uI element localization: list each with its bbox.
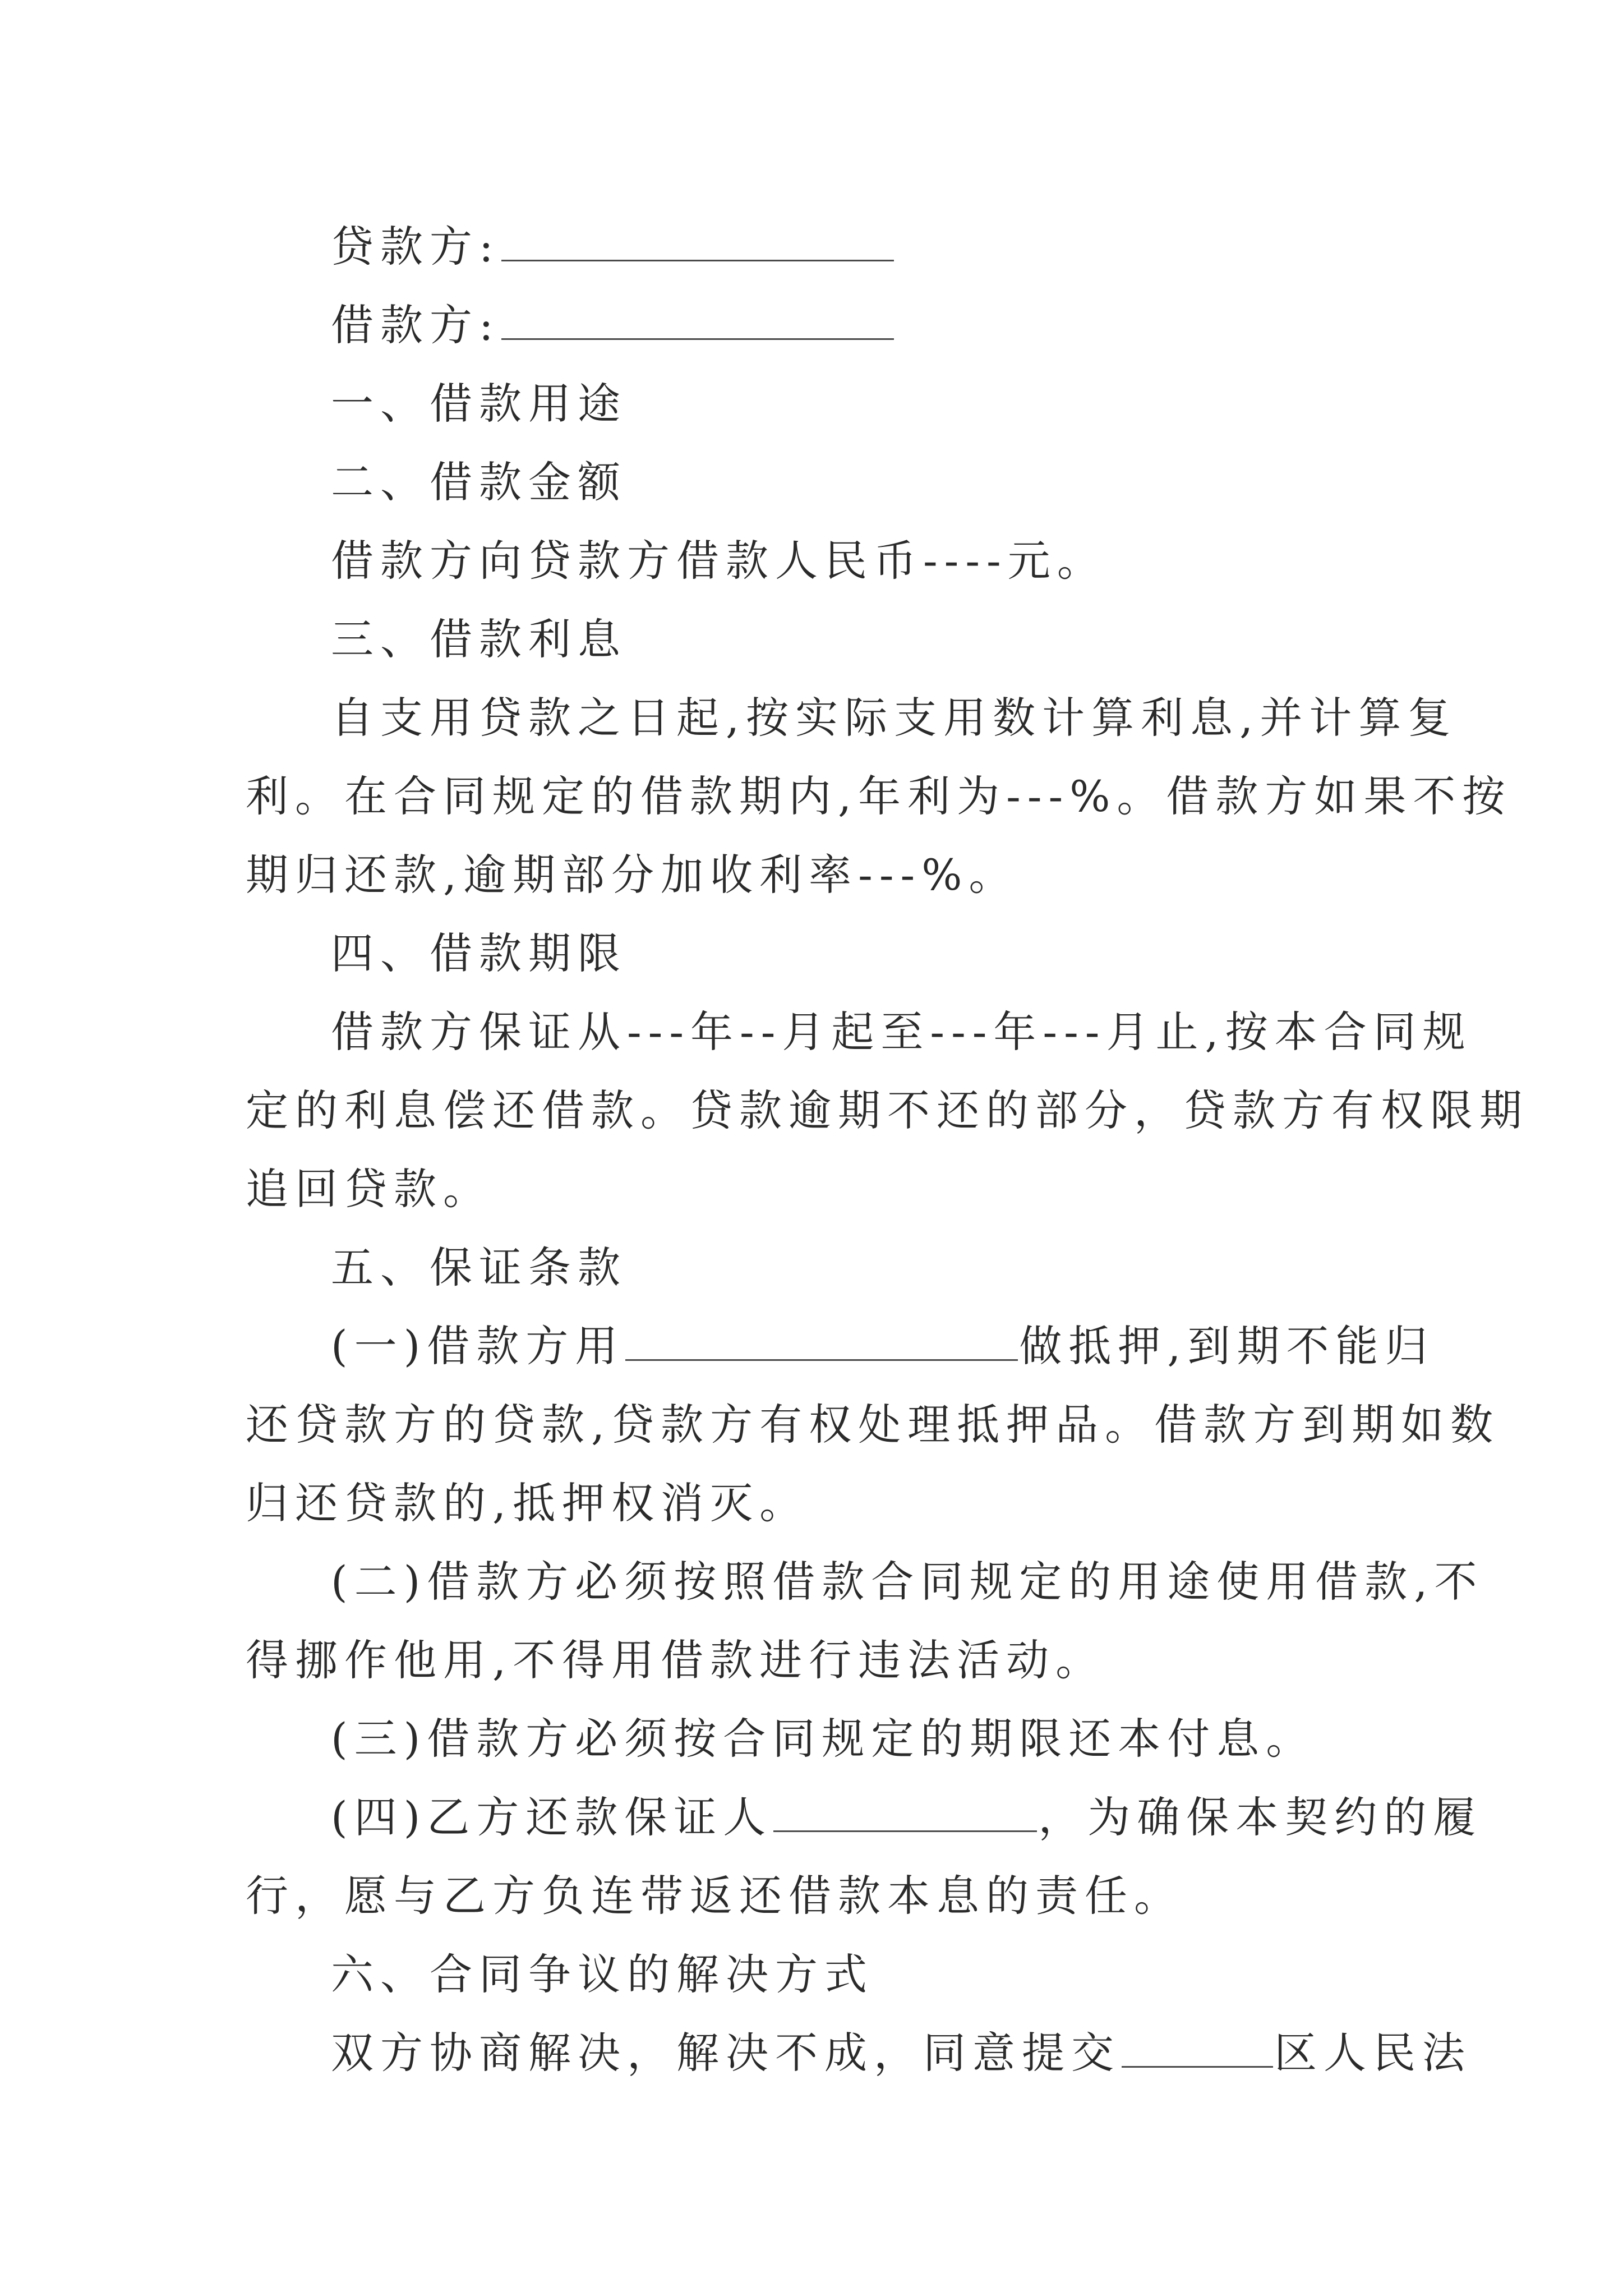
guarantor-blank bbox=[773, 1796, 1037, 1832]
document-body bbox=[246, 208, 1529, 2092]
paragraph-line: 定的利息偿还借款。贷款逾期不还的部分，贷款方有权限期 bbox=[246, 1085, 1529, 1135]
paragraph-line: 还贷款方的贷款,贷款方有权处理抵押品。借款方到期如数 bbox=[246, 1400, 1500, 1450]
collateral-blank bbox=[625, 1324, 1018, 1361]
paragraph-line: 借款方向贷款方借款人民币----元。 bbox=[331, 536, 1106, 586]
paragraph-line: 归还贷款的,抵押权消灭。 bbox=[246, 1478, 809, 1528]
paragraph-line: 得挪作他用,不得用借款进行违法活动。 bbox=[246, 1635, 1105, 1685]
borrower-blank bbox=[501, 303, 894, 340]
court-blank bbox=[1122, 2031, 1273, 2068]
borrower-line bbox=[246, 286, 1378, 365]
clause-4-post: ，为确保本契约的履 bbox=[1038, 1792, 1483, 1842]
lender-line bbox=[246, 208, 1378, 286]
dispute-pre: 双方协商解决，解决不成，同意提交 bbox=[331, 2028, 1121, 2078]
dispute-line bbox=[246, 2014, 1472, 2092]
section-heading-purpose: 一、借款用途 bbox=[331, 379, 627, 429]
paragraph-line: 利。在合同规定的借款期内,年利为---%。借款方如果不按 bbox=[246, 771, 1512, 821]
clause-2-line: (二)借款方必须按照借款合同规定的用途使用借款,不 bbox=[331, 1557, 1484, 1607]
paragraph-line: 行，愿与乙方负连带返还借款本息的责任。 bbox=[246, 1871, 1183, 1921]
clause-3-line: (三)借款方必须按合同规定的期限还本付息。 bbox=[331, 1714, 1316, 1764]
section-heading-term: 四、借款期限 bbox=[331, 928, 627, 978]
clause-4-pre: (四)乙方还款保证人 bbox=[331, 1792, 773, 1842]
lender-blank bbox=[501, 225, 894, 261]
clause-1-pre: (一)借款方用 bbox=[331, 1321, 625, 1371]
clause-1-line bbox=[246, 1307, 1435, 1386]
section-heading-interest: 三、借款利息 bbox=[331, 614, 627, 664]
clause-1-post: 做抵押,到期不能归 bbox=[1019, 1321, 1435, 1371]
borrower-label: 借款方: bbox=[331, 300, 500, 350]
clause-4-line bbox=[246, 1778, 1483, 1857]
paragraph-line: 追回贷款。 bbox=[246, 1164, 492, 1214]
section-heading-dispute: 六、合同争议的解决方式 bbox=[331, 1949, 874, 1999]
paragraph-line: 自支用贷款之日起,按实际支用数计算利息,并计算复 bbox=[331, 693, 1458, 743]
paragraph-line: 期归还款,逾期部分加收利率---%。 bbox=[246, 850, 1018, 900]
section-heading-guarantee: 五、保证条款 bbox=[331, 1243, 627, 1292]
dispute-post: 区人民法 bbox=[1274, 2028, 1472, 2078]
section-heading-amount: 二、借款金额 bbox=[331, 457, 627, 507]
paragraph-line: 借款方保证从---年--月起至---年---月止,按本合同规 bbox=[331, 1007, 1472, 1057]
lender-label: 贷款方: bbox=[331, 222, 500, 272]
